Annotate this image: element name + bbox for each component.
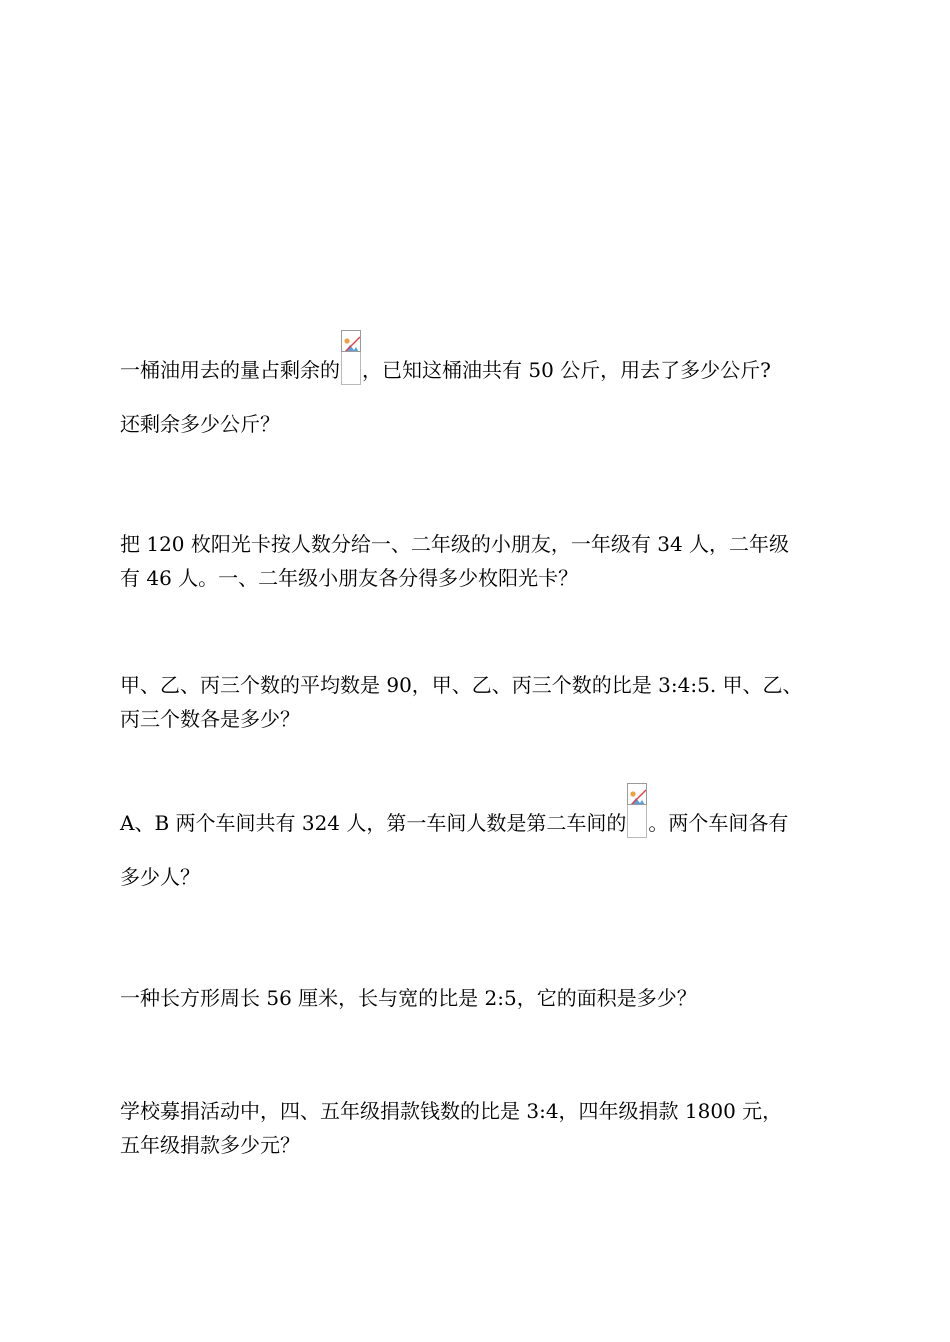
problem-1 (120, 330, 844, 441)
problem-4-text-before: A、B 两个车间共有 324 人，第一车间人数是第二车间的 (120, 811, 627, 835)
problem-1-text-before: 一桶油用去的量占剩余的 (120, 358, 340, 382)
problem-4-text-after: 。两个车间各有 (648, 811, 789, 835)
problem-4-line-1 (120, 783, 844, 840)
problem-6 (120, 1094, 844, 1162)
problem-1-line-1 (120, 330, 844, 387)
problem-6-line-1: 学校募捐活动中，四、五年级捐款钱数的比是 3:4，四年级捐款 1800 元， (120, 1099, 783, 1123)
problem-1-line-2: 还剩余多少公斤？ (120, 412, 280, 436)
problem-4 (120, 783, 844, 894)
problem-4-line-2: 多少人？ (120, 865, 200, 889)
problem-3 (120, 668, 844, 736)
problem-3-line-2: 丙三个数各是多少？ (120, 707, 300, 731)
problem-2 (120, 527, 844, 595)
broken-image-icon (341, 330, 361, 385)
problem-2-line-1: 把 120 枚阳光卡按人数分给一、二年级的小朋友，一年级有 34 人，二年级 (120, 532, 790, 556)
problem-5-line-1: 一种长方形周长 56 厘米，长与宽的比是 2:5，它的面积是多少？ (120, 986, 697, 1010)
problem-6-line-2: 五年级捐款多少元？ (120, 1133, 300, 1157)
problem-2-line-2: 有 46 人。一、二年级小朋友各分得多少枚阳光卡？ (120, 566, 579, 590)
problem-1-text-after: ，已知这桶油共有 50 公斤，用去了多少公斤? (362, 358, 771, 382)
problem-5 (120, 981, 844, 1015)
problem-3-line-1: 甲、乙、丙三个数的平均数是 90，甲、乙、丙三个数的比是 3:4:5. 甲、乙、 (120, 673, 803, 697)
broken-image-icon (627, 783, 647, 838)
